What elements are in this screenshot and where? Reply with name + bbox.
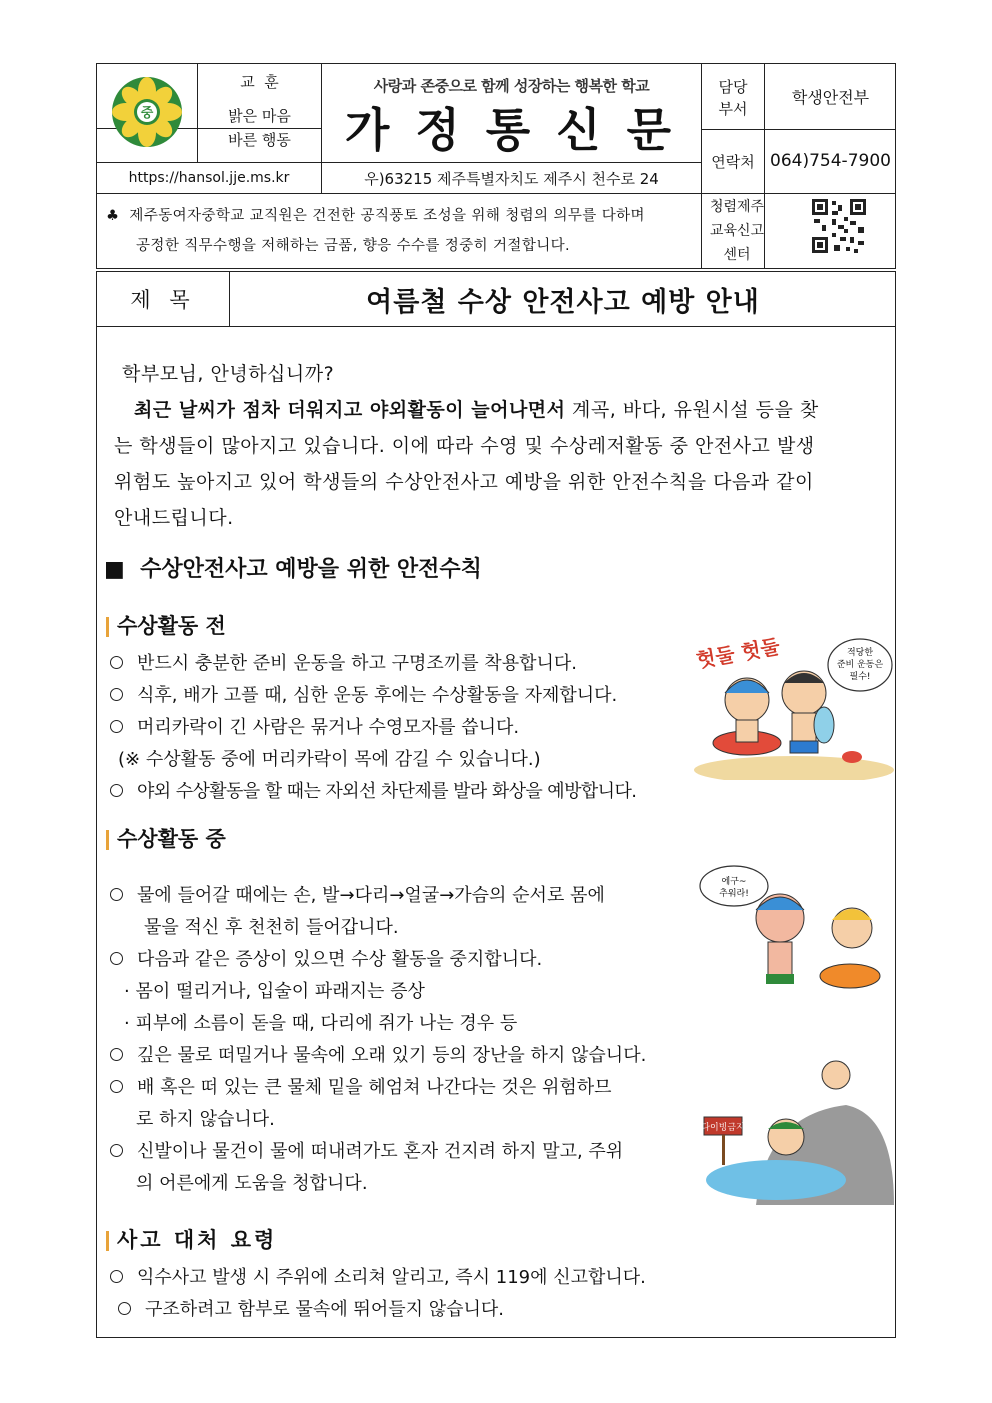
svg-text:적당한: 적당한 xyxy=(846,648,874,658)
accident-heading xyxy=(106,1224,277,1254)
svg-text:필수!: 필수! xyxy=(849,672,871,682)
bullet-circle-icon xyxy=(110,1144,123,1157)
subject-title: 여름철 수상 안전사고 예방 안내 xyxy=(366,286,760,318)
dept-label-2: 부서 xyxy=(718,100,748,118)
list-item: 깊은 물로 떠밀거나 물속에 오래 있기 등의 장난을 하지 않습니다. xyxy=(110,1040,690,1072)
accident-list xyxy=(110,1262,810,1326)
list-item: 반드시 충분한 준비 운동을 하고 구명조끼를 착용합니다. xyxy=(110,648,690,680)
cartoon-shout: 헛둘 헛둘 xyxy=(694,634,782,673)
bullet-circle-icon xyxy=(110,784,123,797)
slogan: 사랑과 존중으로 함께 성장하는 행복한 학교 xyxy=(373,76,650,95)
address: 우)63215 제주특별자치도 제주시 천수로 24 xyxy=(364,169,659,188)
integrity-notice xyxy=(106,201,701,261)
intro-paragraph xyxy=(114,392,879,536)
list-item: 머리카락이 긴 사람은 묶거나 수영모자를 씁니다. xyxy=(110,712,690,744)
page-title: 가정통신문 xyxy=(344,103,698,157)
bullet-circle-icon xyxy=(110,1048,123,1061)
school-logo xyxy=(108,72,186,152)
integrity-notice-line-1: ♣ 제주동여자중학교 교직원은 건전한 공직풍토 조성을 위해 청렴의 의무를 다하며 xyxy=(106,208,645,224)
list-item: 구조하려고 함부로 물속에 뛰어들지 않습니다. xyxy=(110,1294,810,1326)
intro-line-4: 안내드립니다. xyxy=(114,507,234,529)
report-center-line-2: 교육신고 xyxy=(709,223,765,239)
integrity-notice-line-2: 공정한 직무수행을 저해하는 금품, 향응 수수를 정중히 거절합니다. xyxy=(136,238,571,254)
list-subitem: · 피부에 소름이 돋을 때, 다리에 쥐가 나는 경우 등 xyxy=(124,1013,518,1034)
motto-label: 교 훈 xyxy=(240,72,279,91)
list-item: 익수사고 발생 시 주위에 소리쳐 알리고, 즉시 119에 신고합니다. xyxy=(110,1262,810,1294)
list-item: 배 혹은 떠 있는 큰 물체 밑을 헤엄쳐 나간다는 것은 위험하므 xyxy=(110,1072,690,1104)
dept-value: 학생안전부 xyxy=(791,87,870,107)
subject-label: 제 목 xyxy=(130,288,196,312)
greeting: 학부모님, 안녕하십니까? xyxy=(122,363,335,385)
heading-bar xyxy=(106,830,109,850)
motto-line-1: 밝은 마음 xyxy=(228,107,291,125)
diving-cartoon xyxy=(696,1045,894,1205)
logo-char: 중 xyxy=(140,106,154,121)
during-heading-text: 수상활동 중 xyxy=(117,827,226,851)
bullet-circle-icon xyxy=(110,1270,123,1283)
sign-text: 다이빙금지 xyxy=(701,1123,745,1133)
before-heading-text: 수상활동 전 xyxy=(117,614,226,638)
bullet-circle-icon xyxy=(110,656,123,669)
bullet-circle-icon xyxy=(110,952,123,965)
during-heading xyxy=(106,823,226,853)
before-heading xyxy=(106,610,226,640)
dept-label-1: 담당 xyxy=(718,78,748,96)
bullet-circle-icon xyxy=(118,1302,131,1315)
list-item-continued: 물을 적신 후 천천히 들어갑니다. xyxy=(144,917,399,938)
warmup-cartoon xyxy=(692,625,896,780)
qr-code[interactable] xyxy=(810,197,868,255)
svg-text:추워라!: 추워라! xyxy=(719,889,749,899)
intro-line-2: 는 학생들이 많아지고 있습니다. 이에 따라 수영 및 수상레저활동 중 안전사고 발생 xyxy=(114,435,815,457)
list-subitem: · 몸이 떨리거나, 입술이 파래지는 증상 xyxy=(124,981,425,1002)
intro-rest-1: 계곡, 바다, 유원시설 등을 찾 xyxy=(565,399,819,421)
list-item-continued: 로 하지 않습니다. xyxy=(136,1109,275,1130)
intro-bold: 최근 날씨가 점차 더워지고 야외활동이 늘어나면서 xyxy=(134,399,566,421)
heading-bar xyxy=(106,1231,109,1251)
report-center-line-1: 청렴제주 xyxy=(709,199,765,215)
bullet-circle-icon xyxy=(110,1080,123,1093)
motto-line-2: 바른 행동 xyxy=(228,131,291,149)
list-item: 다음과 같은 증상이 있으면 수상 활동을 중지합니다. xyxy=(110,944,690,976)
bullet-circle-icon xyxy=(110,720,123,733)
heading-bar xyxy=(106,617,109,637)
list-item: 야외 수상활동을 할 때는 자외선 차단제를 발라 화상을 예방합니다. xyxy=(110,776,690,808)
website-link[interactable]: https://hansol.jje.ms.kr xyxy=(128,170,290,186)
intro-line-3: 위험도 높아지고 있어 학생들의 수상안전사고 예방을 위한 안전수칙을 다음과 같이 xyxy=(114,471,814,493)
contact-value: 064)754-7900 xyxy=(770,151,891,171)
bullet-circle-icon xyxy=(110,688,123,701)
report-center-label xyxy=(702,195,772,267)
accident-heading-text: 사고 대처 요령 xyxy=(117,1228,278,1252)
list-note: (※ 수상활동 중에 머리카락이 목에 감길 수 있습니다.) xyxy=(118,749,541,770)
section-heading: ■ 수상안전사고 예방을 위한 안전수칙 xyxy=(104,557,482,582)
during-list xyxy=(110,880,690,1200)
report-center-line-3: 센터 xyxy=(723,247,751,263)
list-item: 신발이나 물건이 물에 떠내려가도 혼자 건지려 하지 말고, 주위 xyxy=(110,1136,690,1168)
dept-label xyxy=(702,76,764,120)
before-list xyxy=(110,648,690,808)
svg-text:에구~: 에구~ xyxy=(721,877,747,887)
list-item: 식후, 배가 고플 때, 심한 운동 후에는 수상활동을 자제합니다. xyxy=(110,680,690,712)
bullet-circle-icon xyxy=(110,888,123,901)
motto-text xyxy=(198,104,321,152)
list-item: 물에 들어갈 때에는 손, 발→다리→얼굴→가슴의 순서로 몸에 xyxy=(110,880,690,912)
contact-label: 연락처 xyxy=(711,152,755,171)
svg-text:준비 운동은: 준비 운동은 xyxy=(836,660,884,670)
cold-cartoon xyxy=(692,858,896,1018)
list-item-continued: 의 어른에게 도움을 청합니다. xyxy=(136,1173,368,1194)
